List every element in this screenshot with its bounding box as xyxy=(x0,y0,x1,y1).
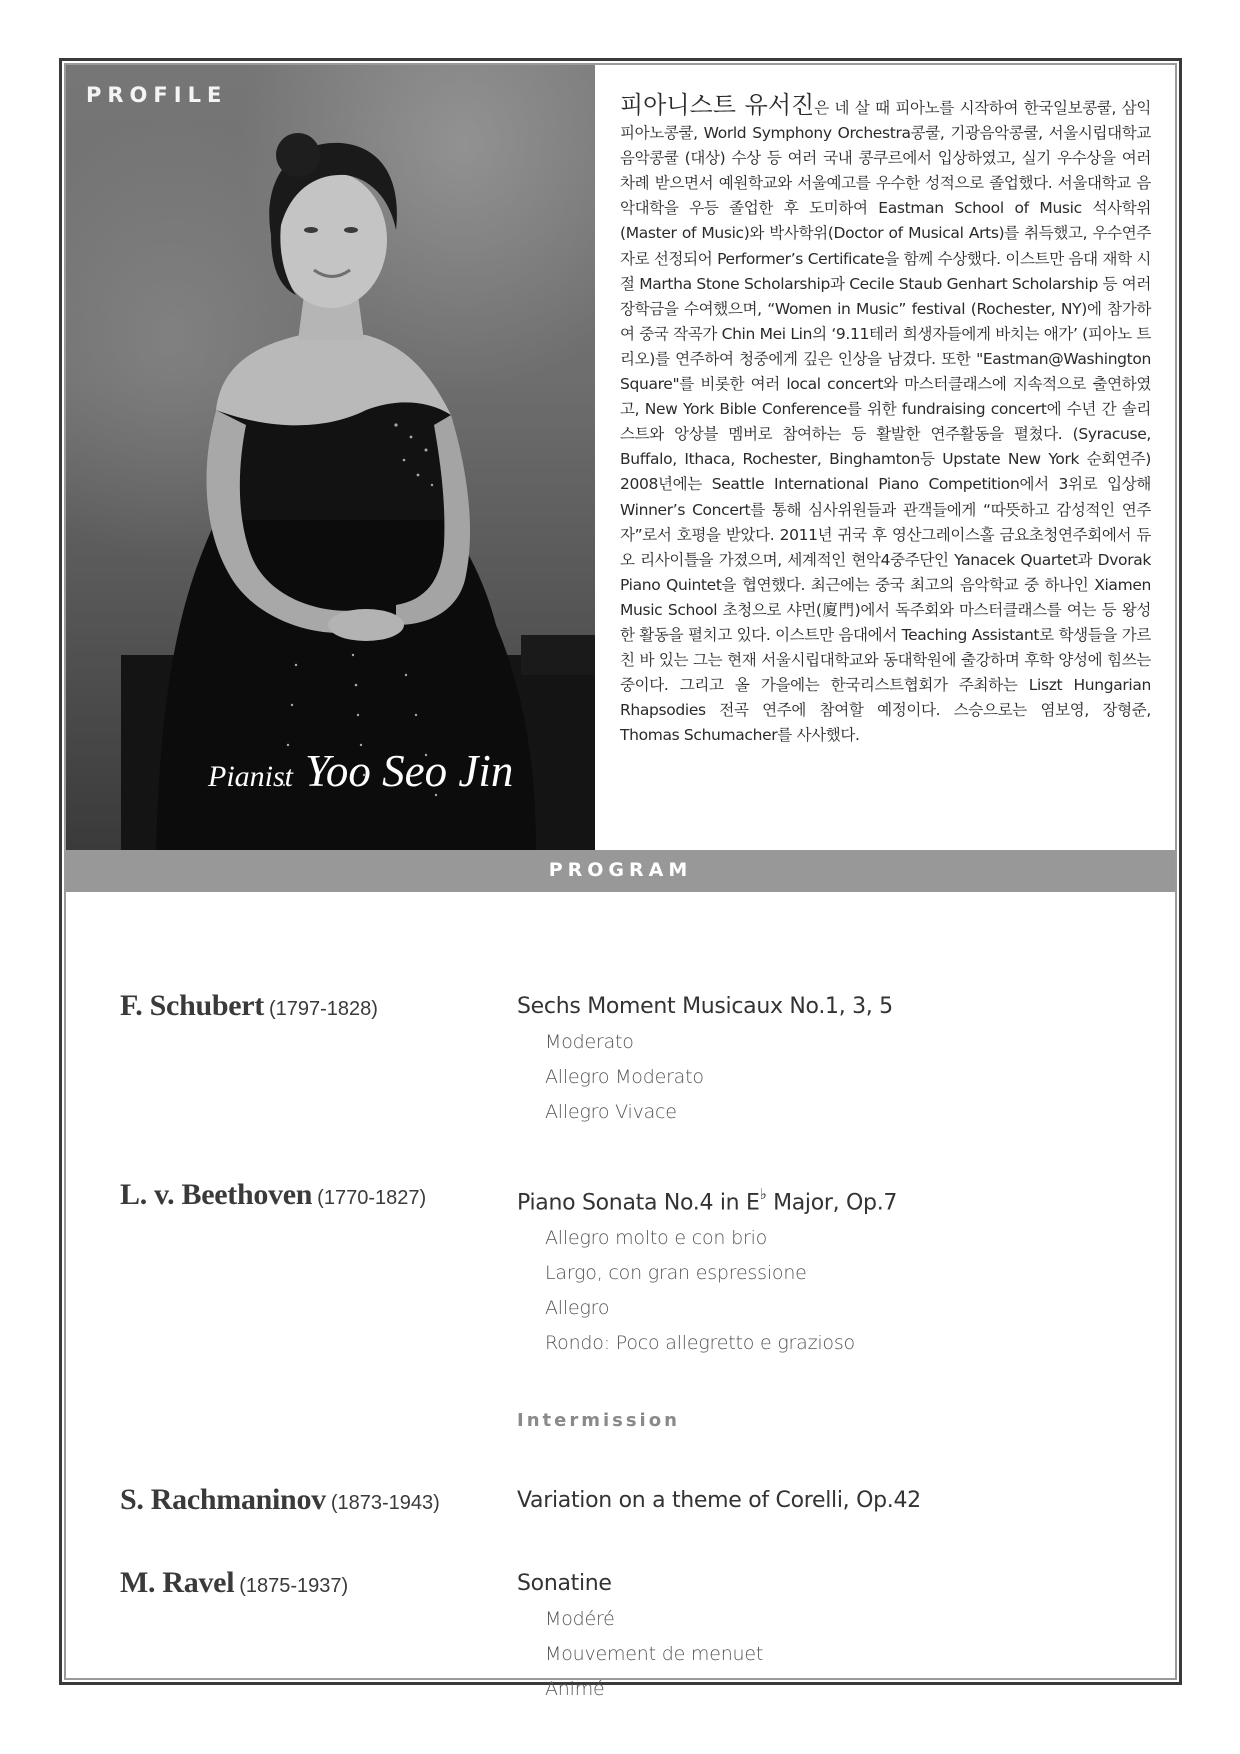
movement-list xyxy=(545,1025,1117,1130)
movement-list xyxy=(545,1221,1117,1361)
composer-heading xyxy=(120,989,378,1023)
work xyxy=(517,991,1117,1130)
movement: Modéré xyxy=(545,1608,615,1630)
movement: Allegro Moderato xyxy=(545,1066,704,1088)
profile-section-label: PROFILE xyxy=(86,83,228,107)
movement: Allegro molto e con brio xyxy=(545,1227,768,1250)
flat-accidental: ♭ xyxy=(759,1185,767,1203)
caption-role: Pianist xyxy=(208,760,294,793)
composer-dates: (1770-1827) xyxy=(317,1187,427,1209)
composer-heading xyxy=(120,1483,440,1517)
pianist-caption xyxy=(208,745,513,797)
program-banner xyxy=(66,850,1175,892)
work-title: Variation on a theme of Corelli, Op.42 xyxy=(517,1488,921,1513)
program-section-label: PROGRAM xyxy=(548,859,693,881)
composer-name: S. Rachmaninov xyxy=(120,1483,326,1516)
composer-heading xyxy=(120,1178,426,1212)
intermission-label: Intermission xyxy=(517,1410,680,1431)
work-title: Sechs Moment Musicaux No.1, 3, 5 xyxy=(517,994,893,1019)
page-frame xyxy=(59,58,1182,1700)
work-title xyxy=(517,1180,1117,1219)
composer-dates: (1797-1828) xyxy=(268,998,378,1020)
page-inner-border xyxy=(64,63,1177,1700)
movement: Allegro xyxy=(545,1297,610,1320)
work xyxy=(517,1180,1117,1361)
movement-list xyxy=(545,1602,1117,1707)
pianist-photo xyxy=(66,65,595,850)
composer-name: L. v. Beethoven xyxy=(120,1178,313,1211)
work-title-part: Piano Sonata No.4 in E xyxy=(517,1190,760,1216)
composer-name: M. Ravel xyxy=(120,1566,235,1599)
caption-name: Yoo Seo Jin xyxy=(305,746,514,796)
composer-name: F. Schubert xyxy=(120,989,264,1022)
profile-section xyxy=(66,65,1175,850)
pianist-figure-illustration xyxy=(66,65,595,850)
movement: Rondo: Poco allegretto e grazioso xyxy=(545,1332,855,1355)
movement: Mouvement de menuet xyxy=(545,1643,764,1665)
movement: Animé xyxy=(545,1678,605,1700)
composer-dates: (1873-1943) xyxy=(330,1492,440,1514)
composer-heading xyxy=(120,1566,348,1600)
movement: Allegro Vivace xyxy=(545,1101,677,1123)
composer-dates: (1875-1937) xyxy=(239,1575,349,1597)
work-title-part: Major, Op.7 xyxy=(766,1190,898,1216)
biography-lead: 피아니스트 유서진 xyxy=(620,91,815,119)
biography-body: 은 네 살 때 피아노를 시작하여 한국일보콩쿨, 삼익 피아노콩쿨, World Symphony Orchestra콩쿨, 기광음악콩쿨, 서울시립대학교 음악콩쿨 (대상) 수상 등 여러 국내 콩쿠르에서 입상하였고, 실기 우수상을 여러 차례 받으면서 예원학교와 서울예고를 우수한 성적으로 졸업했다. 서울대학교 음악대학을 우등 졸업한 후 도미하여 Eastman School of Music 석사학위(Master of Music)와 박사학위(Doctor of Musical Arts)를 취득했고, 우수연주자로 선정되어 Performer’s Certificate을 함께 수상했다. 이스트만 음대 재학 시절 Martha Stone Scholarship과 Cecile Staub Genhart Scholarship 등 여러 장학금을 수여했으며, “Women in Music” festival (Rochester, NY)에 참가하여 중국 작곡가 Chin Mei Lin의 ‘9.11테러 희생자들에게 바치는 애가’ (피아노 트리오)를 연주하여 청중에게 깊은 인상을 남겼다. 또한 "Eastman@Washington Square"를 비롯한 여러 local concert와 마스터클래스에 지속적으로 출연하였고, New York Bible Conference를 위한 fundraising concert에 수년 간 솔리스트와 앙상블 멤버로 참여하는 등 활발한 연주활동을 펼쳤다. (Syracuse, Buffalo, Ithaca, Rochester, Binghamton등 Upstate New York 순회연주) 2008년에는 Seattle International Piano Competition에서 3위로 입상해 Winner’s Concert를 통해 심사위원들과 관객들에게 “따뜻하고 감성적인 연주자”로서 호평을 받았다. 2011년 귀국 후 영산그레이스홀 금요초청연주회에서 듀오 리사이틀을 가졌으며, 세계적인 현악4중주단인 Yanacek Quartet과 Dvorak Piano Quintet을 협연했다. 최근에는 중국 최고의 음악학교 중 하나인 Xiamen Music School 초청으로 샤먼(廈門)에서 독주회와 마스터클래스를 여는 등 왕성한 활동을 펼치고 있다. 이스트만 음대에서 Teaching Assistant로 학생들을 가르친 바 있는 그는 현재 서울시립대학교와 동대학원에 출강하며 후학 양성에 힘쓰는 중이다. 그리고 올 가을에는 한국리스트협회가 주최하는 Liszt Hungarian Rhapsodies 전곡 연주에 참여할 예정이다. 스승으로는 염보영, 장형준, Thomas Schumacher를 사사했다. xyxy=(620,99,1151,745)
work xyxy=(517,1568,1117,1707)
biography-text xyxy=(620,93,1151,748)
work xyxy=(517,1485,1117,1517)
movement: Largo, con gran espressione xyxy=(545,1262,807,1285)
work-title: Sonatine xyxy=(517,1571,612,1596)
movement: Moderato xyxy=(545,1031,634,1053)
